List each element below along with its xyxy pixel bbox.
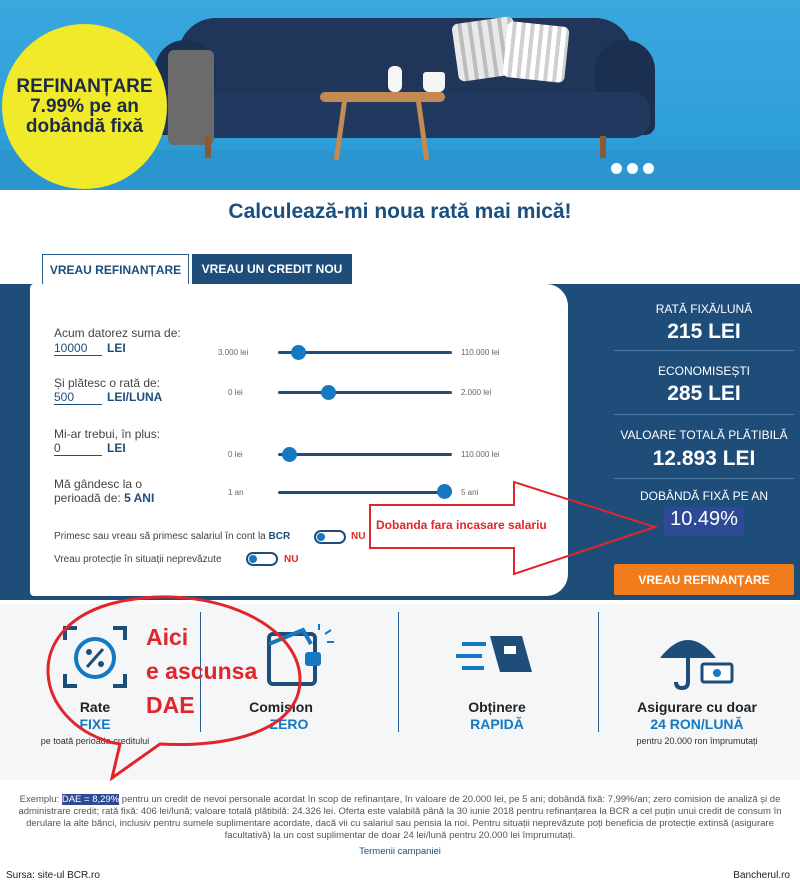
- feature-divider: [398, 612, 399, 732]
- protection-toggle[interactable]: [246, 552, 278, 566]
- refinance-button[interactable]: VREAU REFINANȚARE: [614, 564, 794, 595]
- protection-toggle-label: Vreau protecție în situații neprevăzute: [54, 554, 222, 565]
- monthly-rate-value: 215 LEI: [667, 320, 741, 343]
- salary-toggle-text: Primesc sau vreau să primesc salariul în cont la: [54, 531, 266, 542]
- extra-value[interactable]: 0: [54, 441, 102, 456]
- extra-label: Mi-ar trebui, în plus:: [54, 427, 161, 441]
- rate-unit: LEI/LUNA: [107, 390, 163, 404]
- feature-subtitle: ZERO: [269, 716, 309, 732]
- feature-subtitle: FIXE: [79, 716, 111, 732]
- savings-label: ECONOMISEȘTI: [657, 364, 750, 378]
- wallet-icon: [257, 622, 337, 692]
- period-label: [54, 477, 154, 505]
- salary-toggle-label: [54, 531, 290, 542]
- monthly-rate-label: RATĂ FIXĂ/LUNĂ: [655, 302, 753, 316]
- coffee-table: [320, 92, 445, 102]
- bank-name: BCR: [268, 531, 291, 542]
- umbrella-icon: [652, 622, 742, 692]
- feature-fast-approval: [402, 622, 592, 692]
- salary-toggle-state: NU: [351, 531, 366, 542]
- fast-card-icon: [452, 622, 542, 692]
- period-slider-track[interactable]: [278, 491, 452, 494]
- period-slider-min: 1 an: [228, 488, 244, 497]
- period-label-line1: Mă gândesc la o: [54, 477, 143, 491]
- hero-banner[interactable]: [0, 0, 800, 190]
- feature-title: Comision: [249, 699, 313, 715]
- extra-input[interactable]: [54, 441, 126, 456]
- feature-title: Obținere: [468, 699, 526, 715]
- feature-note: pentru 20.000 ron împrumutați: [636, 736, 758, 746]
- feature-title: Asigurare cu doar: [637, 699, 757, 715]
- sofa-foot: [205, 136, 211, 158]
- carousel-dots[interactable]: [611, 163, 654, 174]
- annotation-circle-text: [146, 620, 257, 722]
- carousel-dot[interactable]: [627, 163, 638, 174]
- period-slider-knob[interactable]: [437, 484, 452, 499]
- interest-label: DOBÂNDĂ FIXĂ PE AN: [639, 489, 769, 503]
- interest-value: 10.49%: [670, 508, 738, 530]
- percent-icon: [59, 622, 131, 692]
- pillow: [502, 21, 570, 83]
- period-value[interactable]: 5 ANI: [124, 491, 155, 505]
- extra-slider-min: 0 lei: [228, 450, 243, 459]
- debt-value[interactable]: 10000: [54, 341, 102, 356]
- annotation-line: Aici: [146, 624, 189, 650]
- debt-slider-max: 110.000 lei: [461, 348, 500, 357]
- total-label: VALOARE TOTALĂ PLĂTIBILĂ: [620, 428, 788, 442]
- mug: [423, 72, 445, 92]
- annotation-line: DAE: [146, 692, 195, 718]
- vase: [388, 66, 402, 92]
- promo-badge: [2, 24, 167, 189]
- tab-refinance[interactable]: VREAU REFINANȚARE: [42, 254, 189, 284]
- period-slider-max: 5 ani: [461, 488, 479, 497]
- total-value: 12.893 LEI: [652, 447, 756, 470]
- promo-badge-text: REFINANȚARE 7.99% pe an dobândă fixă: [16, 75, 153, 137]
- legal-footnote: [0, 794, 800, 842]
- feature-divider: [598, 612, 599, 732]
- carousel-dot[interactable]: [611, 163, 622, 174]
- rate-slider-track[interactable]: [278, 391, 452, 394]
- feature-subtitle: RAPIDĂ: [470, 716, 524, 732]
- feature-insurance: [602, 622, 792, 692]
- footnote-prefix: Exemplu:: [19, 794, 60, 805]
- result-divider: [614, 478, 794, 479]
- calculator-title: Calculează-mi noua rată mai mică!: [228, 200, 572, 223]
- footnote-text: pentru un credit de nevoi personale acordat în scop de refinanțare, în valoare de 20.000 lei, pe 5 ani; dobândă fixă: 7,99%/an; zero comision de analiză și de administrare credit; rată fixă: 406 lei/lună; valoare totală plătibilă: 24.326 lei. Oferta este valabilă până la 30 iunie 2018 pentru refinanțarea la BCR a cel puțin unui credit de consum în derulare la alte bănci, inclusiv pentru sumele suplimentare acordate, dacă vii cu salariul sau pensia la noi. Pentru situații neprevăzute poți beneficia de protecție extinsă (asigurare facultativă) la un cost suplimentar de doar 24 lei/lună pentru 20.000 lei împrumutați.: [18, 794, 782, 841]
- debt-unit: LEI: [107, 341, 126, 355]
- feature-note: pe toată perioada creditului: [40, 736, 150, 746]
- feature-title: Rate: [79, 699, 111, 715]
- debt-label: Acum datorez suma de:: [54, 326, 181, 340]
- terms-link[interactable]: Termenii campaniei: [359, 846, 441, 857]
- period-label-line2: perioadă de:: [54, 491, 121, 505]
- extra-slider-track[interactable]: [278, 453, 452, 456]
- savings-value: 285 LEI: [667, 382, 741, 405]
- result-divider: [614, 414, 794, 415]
- blanket: [168, 50, 214, 145]
- protection-toggle-state: NU: [284, 554, 299, 565]
- extra-slider-max: 110.000 lei: [461, 450, 500, 459]
- result-divider: [614, 350, 794, 351]
- feature-subtitle: 24 RON/LUNĂ: [650, 716, 744, 732]
- salary-toggle[interactable]: [314, 530, 346, 544]
- annotation-text: Dobanda fara incasare salariu: [376, 518, 547, 532]
- rate-slider-knob[interactable]: [321, 385, 336, 400]
- carousel-dot[interactable]: [643, 163, 654, 174]
- rate-slider-min: 0 lei: [228, 388, 243, 397]
- rate-label: Și plătesc o rată de:: [54, 376, 161, 390]
- debt-input[interactable]: [54, 341, 126, 356]
- dae-highlight: DAE = 8,29%: [61, 794, 120, 805]
- annotation-line: e ascunsa: [146, 658, 258, 684]
- rate-slider-max: 2.000 lei: [461, 388, 492, 397]
- extra-slider-knob[interactable]: [282, 447, 297, 462]
- source-right: Bancherul.ro: [733, 870, 790, 881]
- source-left: Sursa: site-ul BCR.ro: [6, 870, 100, 881]
- rate-input[interactable]: [54, 390, 162, 405]
- rate-value[interactable]: 500: [54, 390, 102, 405]
- extra-unit: LEI: [107, 441, 126, 455]
- tab-new-credit[interactable]: VREAU UN CREDIT NOU: [192, 254, 352, 284]
- debt-slider-min: 3.000 lei: [218, 348, 249, 357]
- sofa-foot: [600, 136, 606, 158]
